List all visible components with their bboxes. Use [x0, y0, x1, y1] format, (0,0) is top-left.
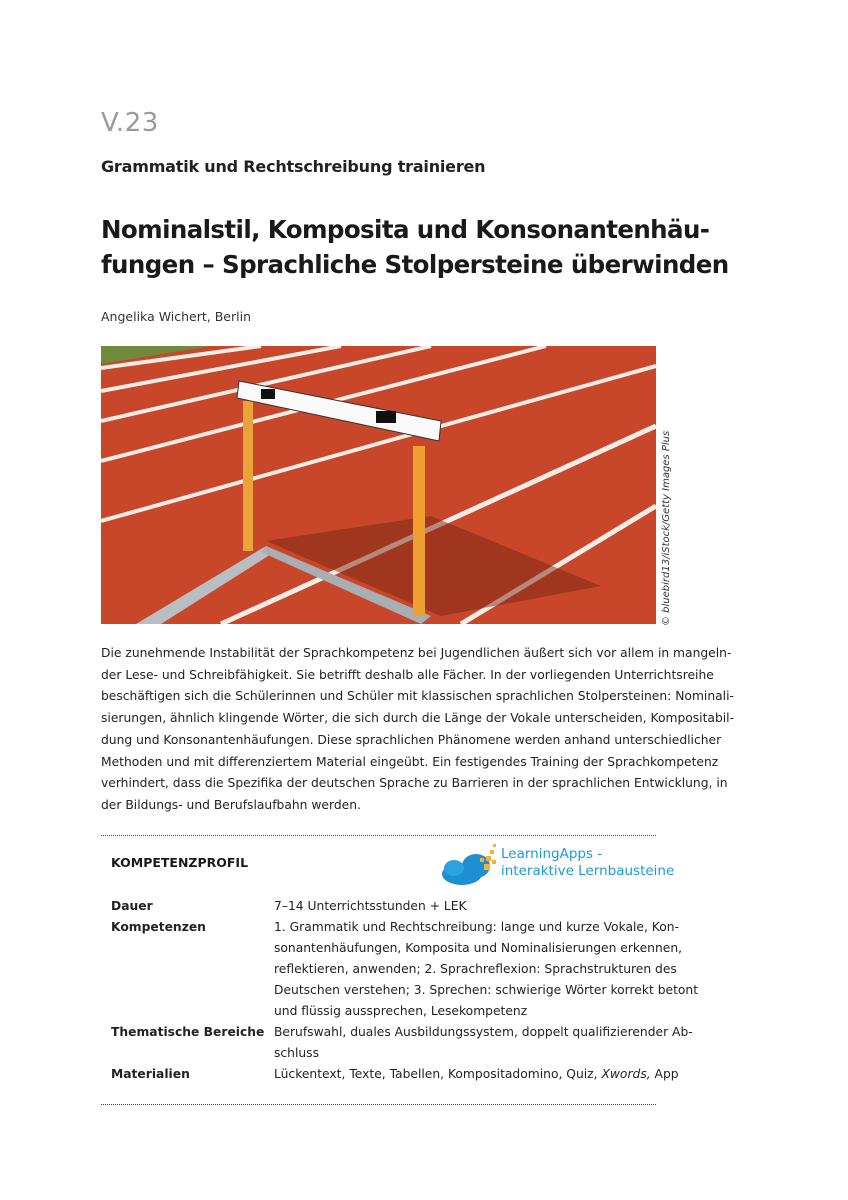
row-label: Materialien: [111, 1067, 190, 1081]
row-label: Thematische Bereiche: [111, 1025, 265, 1039]
author: Angelika Wichert, Berlin: [101, 309, 251, 324]
row-value-italic: Xwords,: [601, 1067, 651, 1081]
text-line: der Bildungs- und Berufslaufbahn werden.: [101, 797, 361, 812]
dotted-divider: [101, 835, 656, 836]
logo-line: LearningApps -: [501, 846, 603, 862]
series-title: Grammatik und Rechtschreibung trainieren: [101, 157, 486, 176]
text-line: Die zunehmende Instabilität der Sprachkompetenz bei Jugendlichen äußert sich vor allem in mangeln-: [101, 646, 732, 660]
unit-code: V.23: [101, 108, 159, 138]
text-line: dung und Konsonantenhäufungen. Diese sprachlichen Phänomene werden anhand unterschiedlicher: [101, 732, 722, 747]
row-value: Deutschen verstehen; 3. Sprechen: schwierige Wörter korrekt betont: [274, 983, 699, 997]
row-value: Lückentext, Texte, Tabellen, Kompositadomino, Quiz,: [274, 1067, 602, 1081]
row-label: Kompetenzen: [111, 920, 206, 934]
row-value: Berufswahl, duales Ausbildungssystem, doppelt qualifizierender Ab-: [274, 1025, 693, 1039]
text-line: verhindert, dass die Spezifika der deutschen Sprache zu Barrieren in der sprachlichen Entwicklung, in: [101, 776, 728, 791]
row-value: und flüssig aussprechen, Lesekompetenz: [274, 1004, 528, 1018]
profile-heading: KOMPETENZPROFIL: [111, 855, 249, 870]
row-value: schluss: [274, 1046, 319, 1060]
title-line: fungen – Sprachliche Stolpersteine überwinden: [101, 250, 729, 279]
intro-paragraph: [101, 643, 735, 817]
row-value: sonantenhäufungen, Komposita und Nominalisierungen erkennen,: [274, 941, 683, 955]
row-value: reflektieren, anwenden; 2. Sprachreflexion: Sprachstrukturen des: [274, 962, 677, 976]
hurdle-photo: [101, 346, 656, 624]
logo-text: [501, 846, 674, 880]
dotted-divider: [101, 1104, 656, 1105]
text-line: Methoden und mit differenziertem Material eingeübt. Ein festigendes Training der Sprachkompetenz: [101, 754, 719, 769]
title-line: Nominalstil, Komposita und Konsonantenhäu-: [101, 215, 710, 244]
logo-line: interaktive Lernbausteine: [501, 863, 675, 879]
page-title: [101, 212, 729, 282]
row-value: 1. Grammatik und Rechtschreibung: lange und kurze Vokale, Kon-: [274, 920, 680, 934]
photo-credit: © bluebird13/iStock/Getty Images Plus: [661, 430, 672, 626]
text-line: beschäftigen sich die Schülerinnen und Schüler mit klassischen sprachlichen Stolpersteinen: Nominali-: [101, 689, 734, 704]
text-line: der Lese- und Schreibfähigkeit. Sie betrifft deshalb alle Fächer. In der vorliegenden Unterrichtsreihe: [101, 667, 714, 682]
row-label: Dauer: [111, 899, 153, 913]
text-line: sierungen, ähnlich klingende Wörter, die sich durch die Länge der Vokale unterscheiden, Kompositabil-: [101, 711, 735, 726]
row-value: 7–14 Unterrichtsstunden + LEK: [274, 899, 467, 913]
row-value: App: [650, 1067, 679, 1081]
